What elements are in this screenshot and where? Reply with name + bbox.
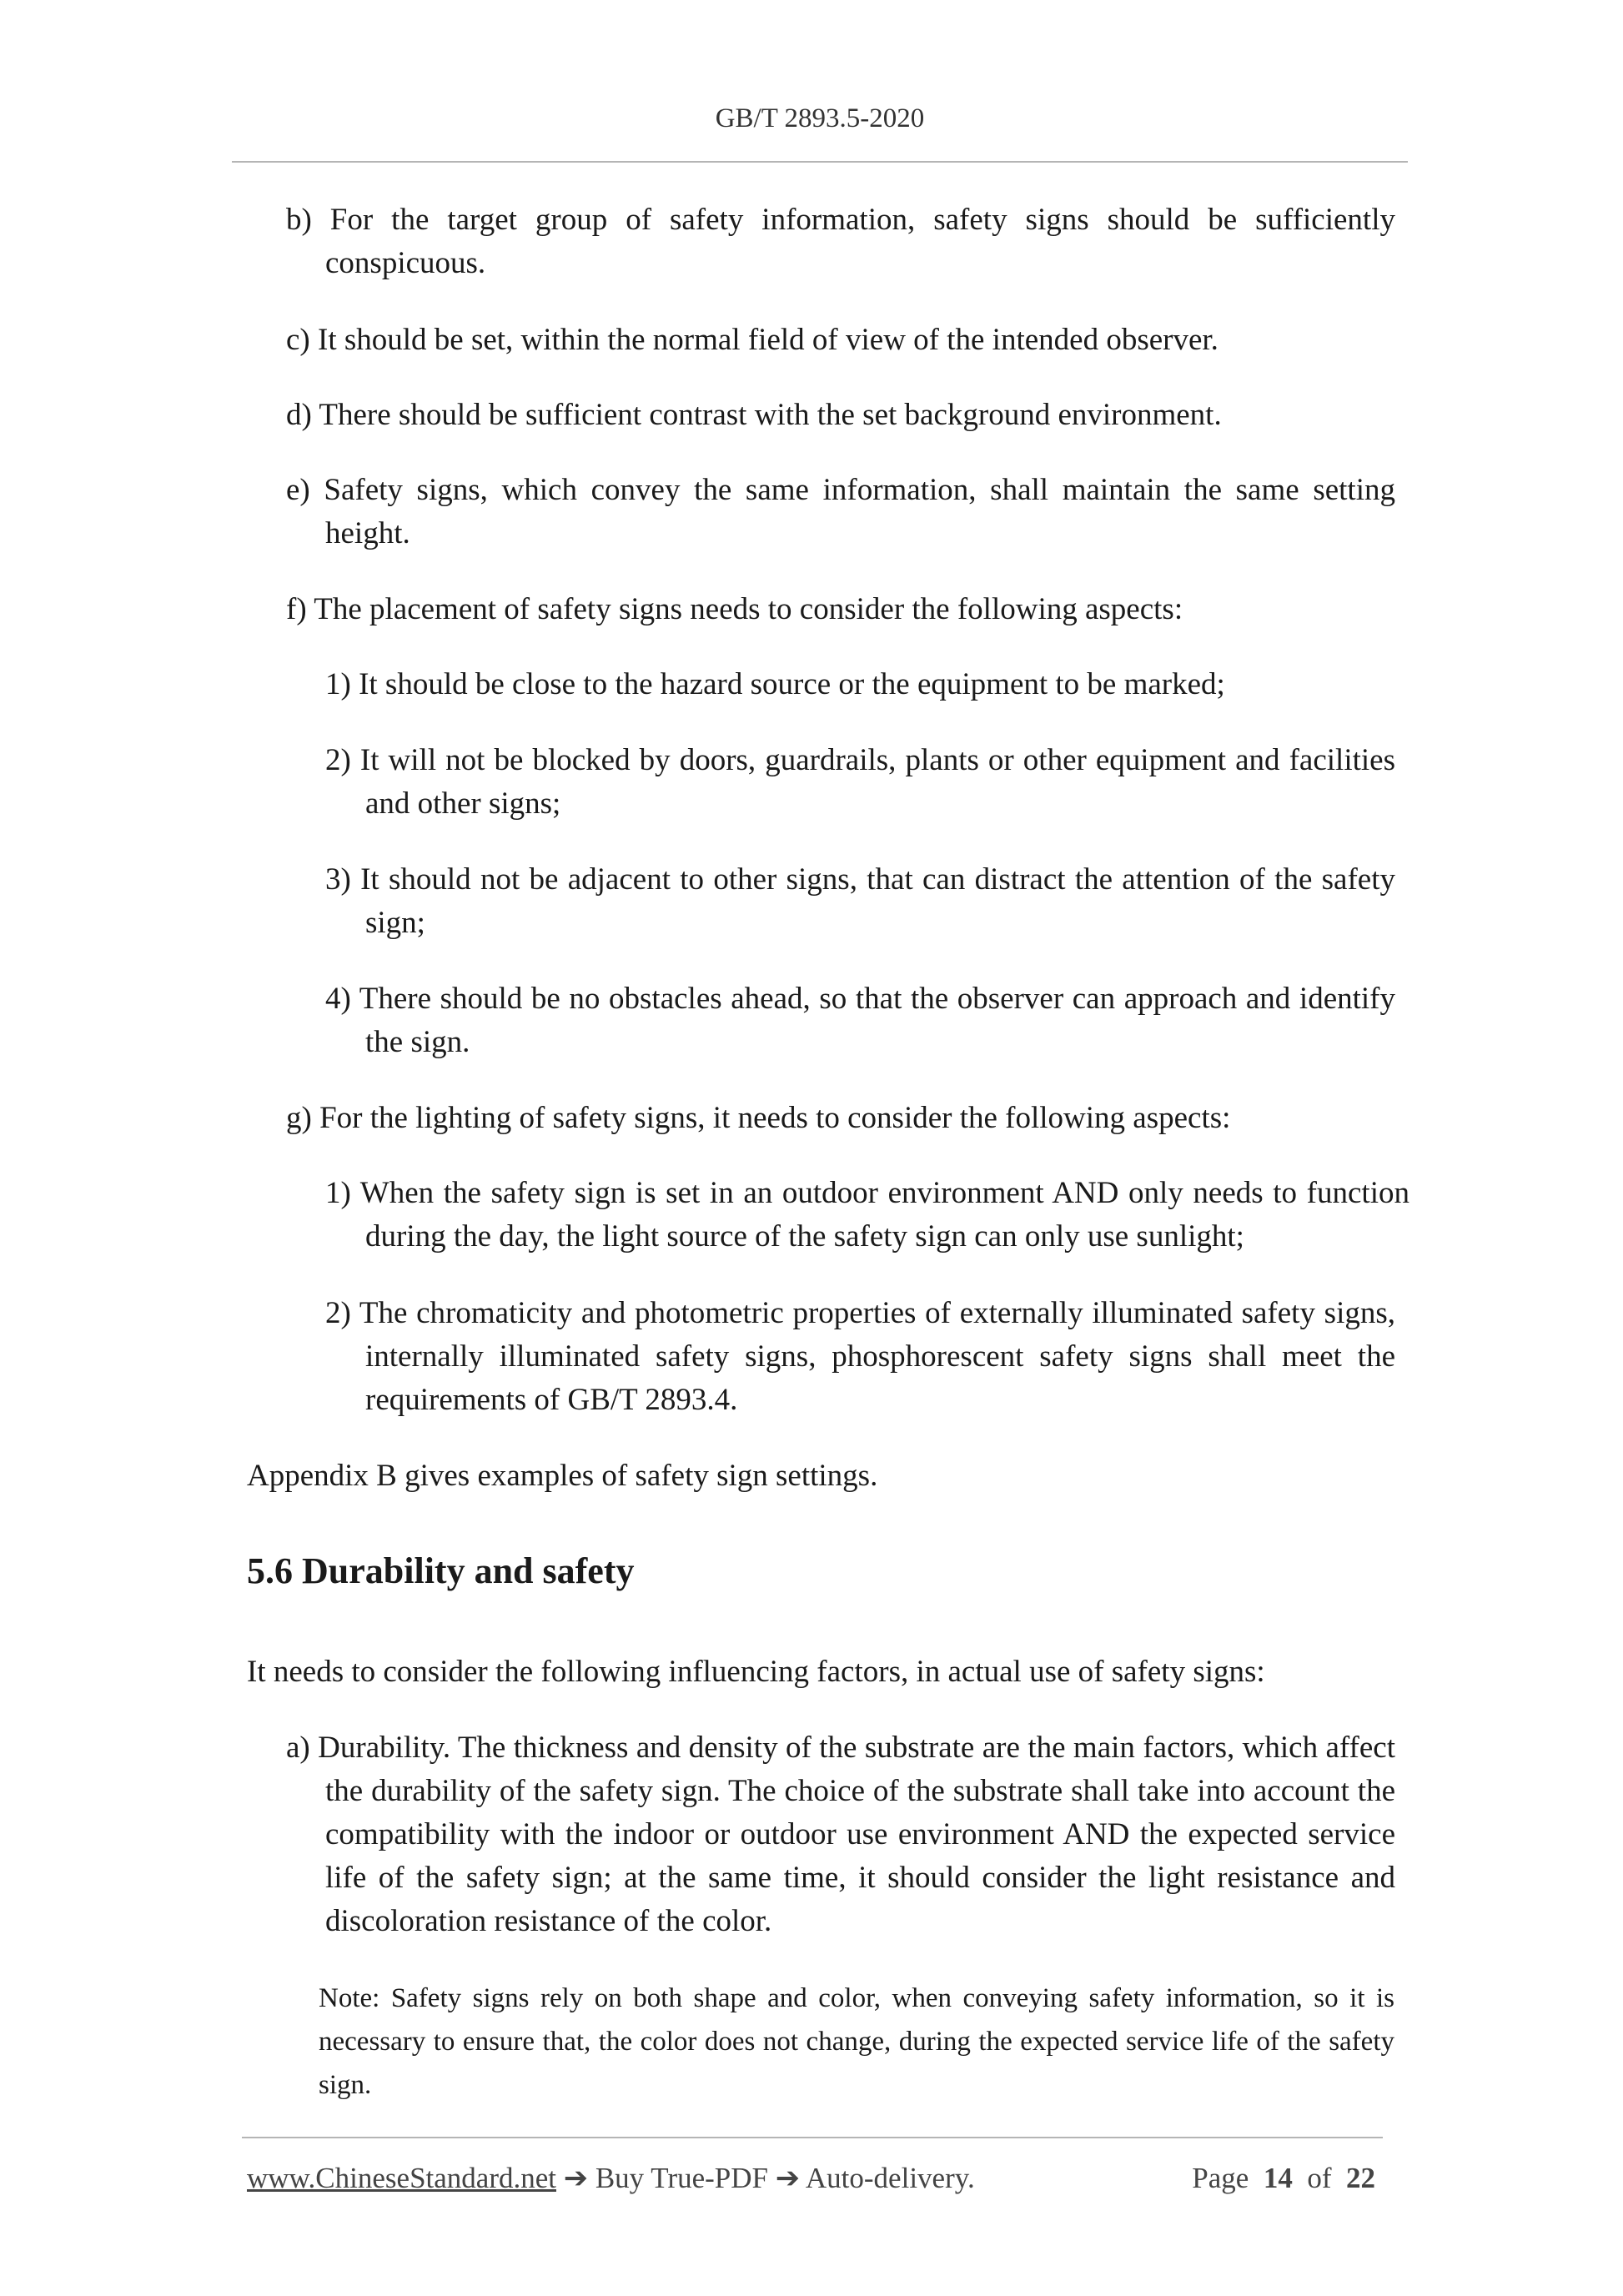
total-pages: 22	[1346, 2162, 1375, 2194]
list-item-e: e) Safety signs, which convey the same information, shall maintain the same setting height.	[286, 473, 1395, 550]
section-heading: 5.6 Durability and safety	[247, 1550, 635, 1591]
list-item-f1: 1) It should be close to the hazard source or the equipment to be marked;	[325, 667, 1225, 701]
list-item-f: f) The placement of safety signs needs to consider the following aspects:	[286, 592, 1183, 626]
list-item-g: g) For the lighting of safety signs, it needs to consider the following aspects:	[286, 1101, 1231, 1135]
arrow-right-icon: ➔	[563, 2162, 589, 2194]
list-item-d: d) There should be sufficient contrast with the set background environment.	[286, 398, 1222, 432]
list-item-b: b) For the target group of safety information, safety signs should be sufficiently conspicuous.	[286, 203, 1395, 280]
list-item-f4: 4) There should be no obstacles ahead, so that the observer can approach and identify the sign.	[325, 982, 1395, 1059]
list-item-g2: 2) The chromaticity and photometric properties of externally illuminated safety signs, internally illuminated safety signs, phosphorescent safety signs shall meet the requirements of GB/T 2893.4.	[325, 1296, 1395, 1417]
note-paragraph: Note: Safety signs rely on both shape and color, when conveying safety information, so it is necessary to ensure that, the color does not change, during the expected service life of the safety sign.	[319, 1983, 1394, 2100]
list-item-c: c) It should be set, within the normal field of view of the intended observer.	[286, 323, 1219, 357]
of-label: of	[1307, 2162, 1332, 2194]
auto-delivery-text: Auto-delivery.	[805, 2162, 975, 2194]
site-link[interactable]: www.ChineseStandard.net	[247, 2162, 556, 2194]
current-page: 14	[1263, 2162, 1293, 2194]
buy-pdf-text: Buy True-PDF	[595, 2162, 768, 2194]
section-intro: It needs to consider the following influencing factors, in actual use of safety signs:	[247, 1655, 1265, 1689]
appendix-note: Appendix B gives examples of safety sign settings.	[247, 1459, 878, 1493]
page-number	[1192, 2162, 1375, 2195]
list-item-g1: 1) When the safety sign is set in an outdoor environment AND only needs to function during the day, the light source of the safety sign can only use sunlight;	[325, 1176, 1409, 1254]
footer-links	[247, 2162, 975, 2195]
list-item-a-durability: a) Durability. The thickness and density of the substrate are the main factors, which affect the durability of the safety sign. The choice of the substrate shall take into account the compatibility with the indoor or outdoor use environment AND the expected service life of the safety sign; at the same time, it should consider the light resistance and discoloration resistance of the color.	[286, 1731, 1395, 1938]
page-header: GB/T 2893.5-2020	[715, 103, 925, 133]
list-item-f3: 3) It should not be adjacent to other signs, that can distract the attention of the safety sign;	[325, 862, 1395, 940]
header-divider	[232, 161, 1408, 163]
arrow-right-icon: ➔	[775, 2162, 801, 2194]
footer-divider	[242, 2137, 1383, 2138]
list-item-f2: 2) It will not be blocked by doors, guardrails, plants or other equipment and facilities and other signs;	[325, 743, 1395, 821]
page-label: Page	[1192, 2162, 1249, 2194]
